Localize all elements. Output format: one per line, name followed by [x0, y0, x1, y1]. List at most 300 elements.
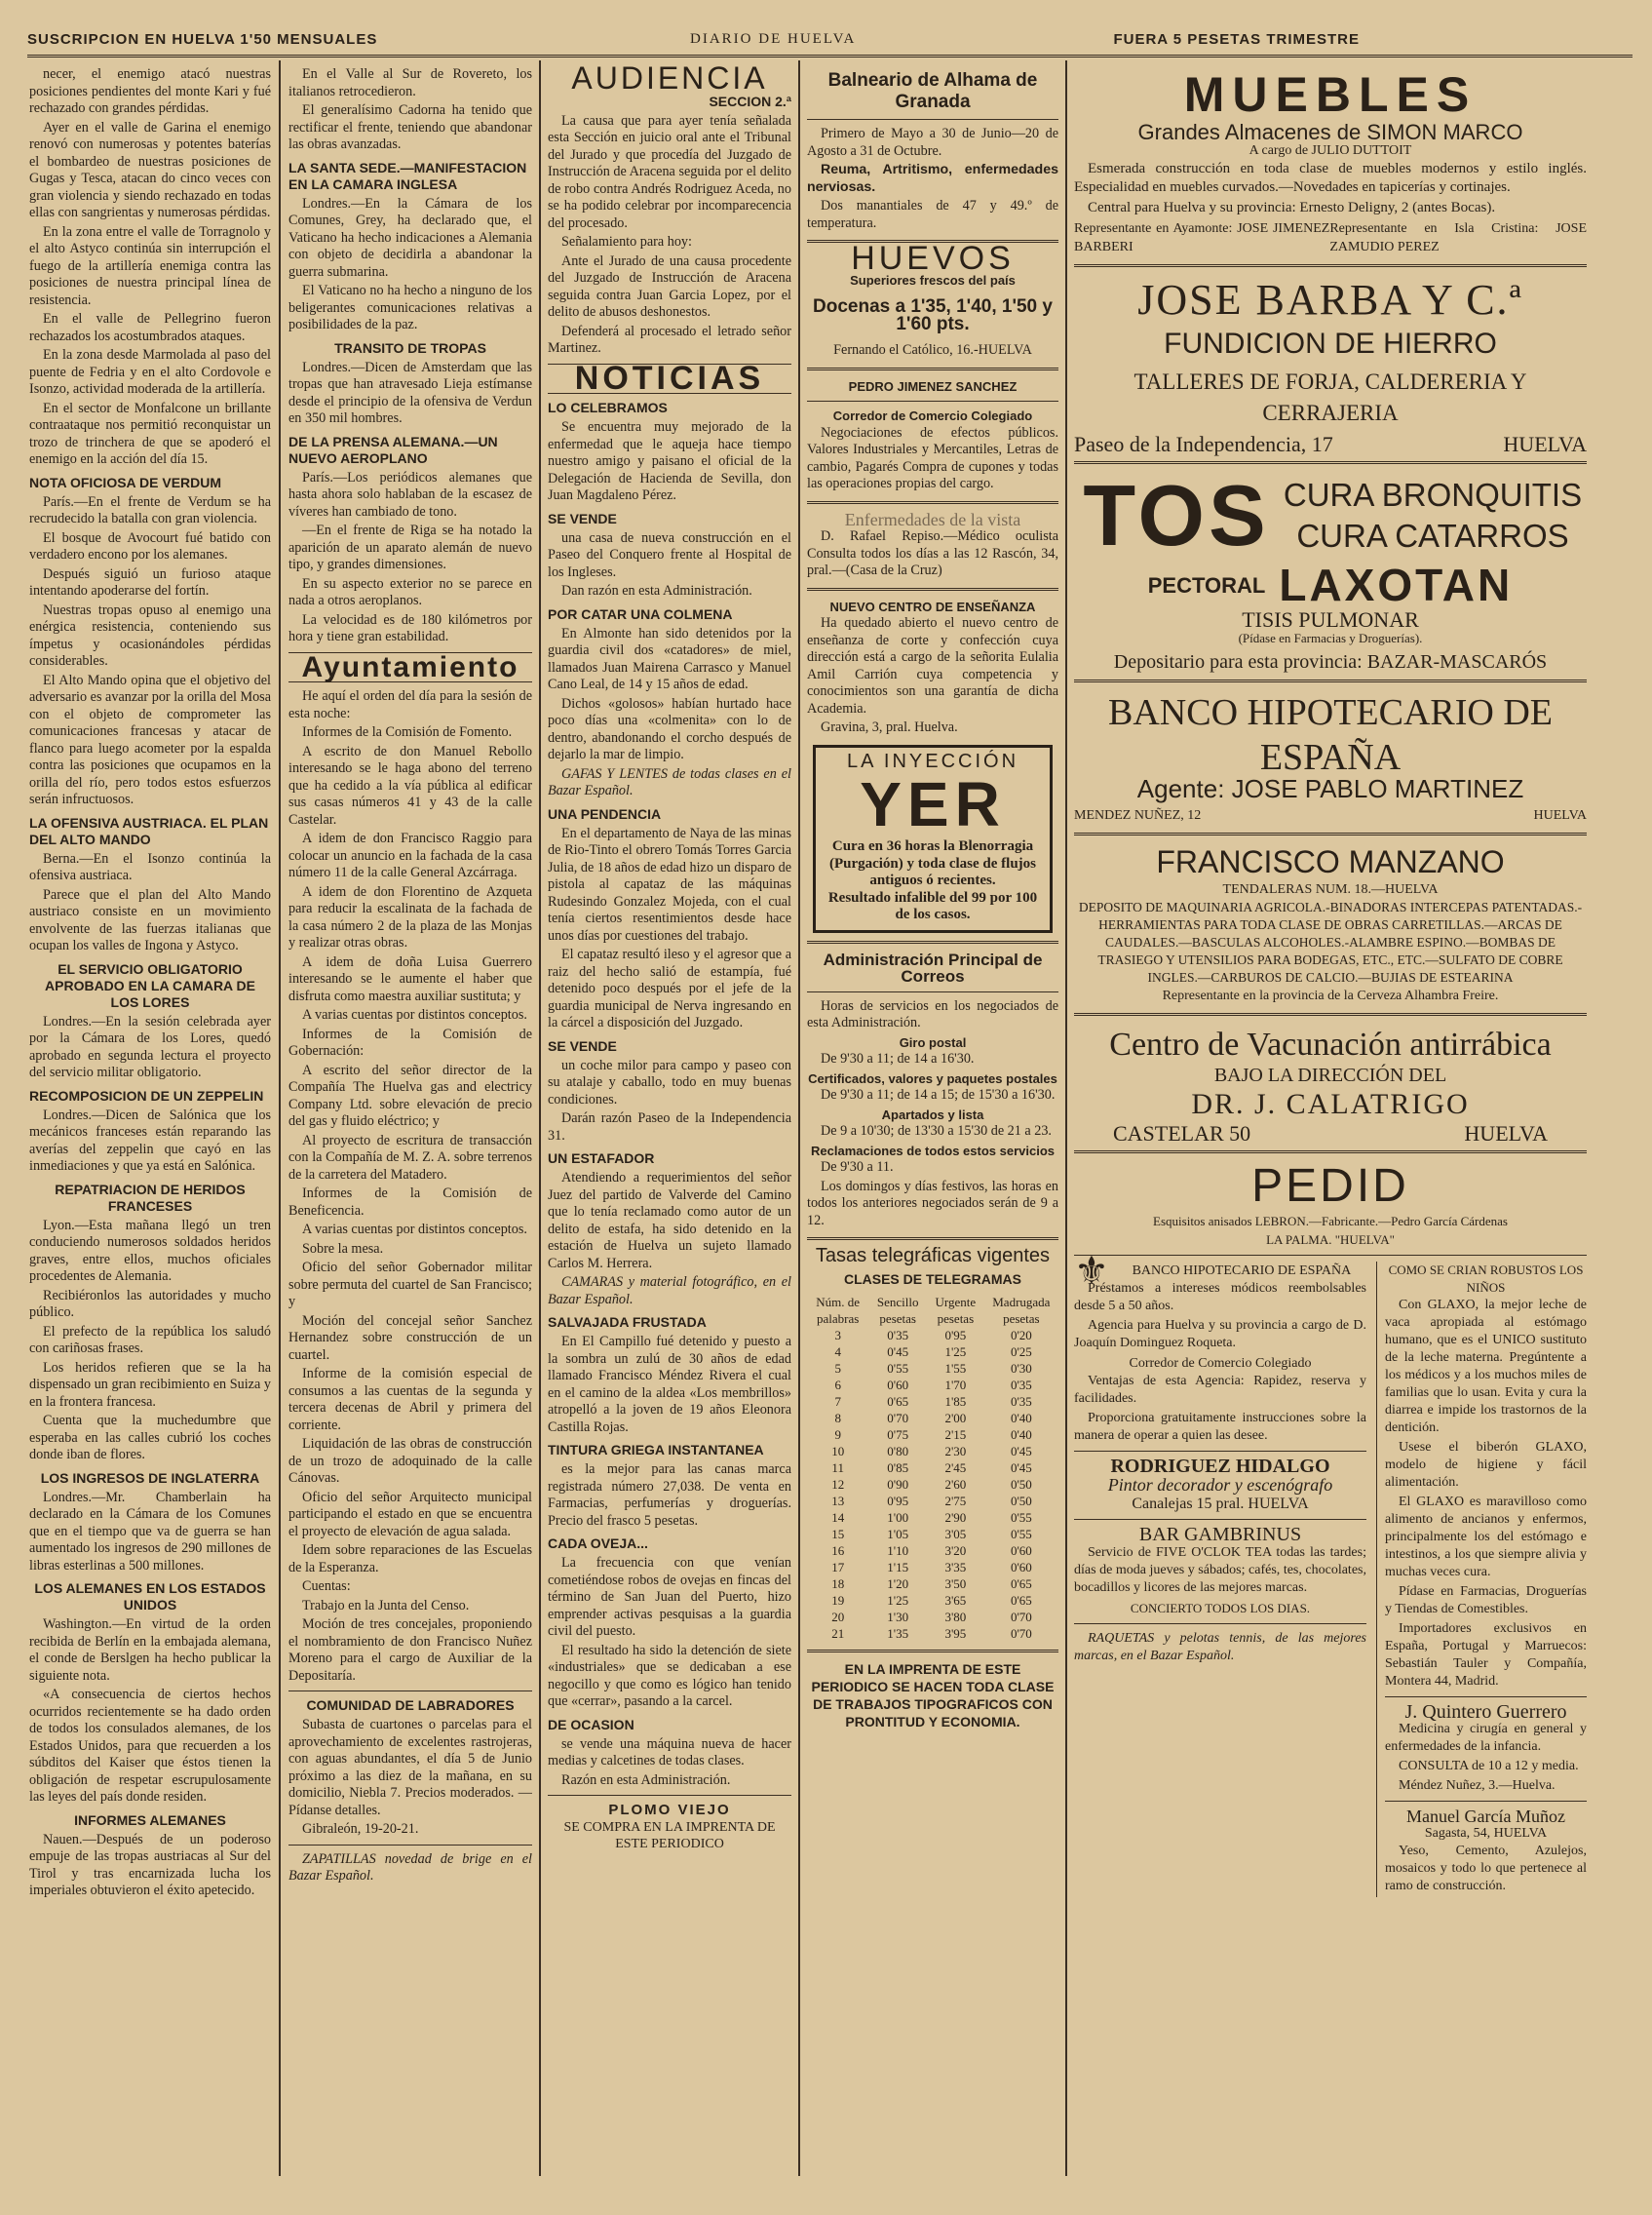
table-cell: 0'40 [1010, 1411, 1032, 1425]
paragraph: Negociaciones de efectos públicos. Valores Industriales y Mercantiles, Letras de cambio, Pagarés Compra de cupones y todas las operaciones propias del cargo. [807, 424, 1058, 491]
paragraph: Parece que el plan del Alto Mando austriaco consiste en un movimiento envolvente de las fuerzas italianas que ocupan los valles de Ingona y Astyco. [29, 886, 271, 953]
column-3 [548, 66, 791, 2172]
table-cell: 11 [831, 1460, 844, 1475]
ad-plomo-text: SE COMPRA EN LA IMPRENTA DE ESTE PERIODICO [563, 1819, 776, 1851]
subscription-huelva: SUSCRIPCION EN HUELVA 1'50 MENSUALES [27, 31, 378, 48]
table-cell: 1'35 [887, 1626, 909, 1641]
column-rule [798, 60, 800, 2176]
paragraph: La causa que para ayer tenía señalada esta Sección en juicio oral ante el Tribunal del Jurado y que procedía del Juzgado de Instrucción de Aracena seguida por el delito de robo contra Andrés Rodriguez Aceda, no se ha podido celebrar por incomparecencia del procesado. [548, 112, 791, 231]
paragraph: El prefecto de la república los saludó con cariñosas frases. [29, 1323, 271, 1356]
table-cell: 0'70 [1010, 1626, 1032, 1641]
table-cell: 0'95 [887, 1494, 909, 1508]
table-cell: 3'50 [944, 1576, 967, 1591]
ad-huevos-price: Docenas a 1'35, 1'40, 1'50 y 1'60 pts. [813, 296, 1053, 334]
table-cell: 1'00 [887, 1510, 909, 1525]
paragraph: Yeso, Cemento, Azulejos, mosaicos y todo lo que pertenece al ramo de construcción. [1385, 1844, 1587, 1893]
table-row [807, 1393, 1058, 1410]
ad-rodriguez-title: RODRIGUEZ HIDALGO [1110, 1456, 1330, 1477]
table-cell: 0'60 [1010, 1560, 1032, 1574]
table-cell: 3'95 [944, 1626, 967, 1641]
table-cell: 1'10 [887, 1543, 909, 1558]
ad-huevos-sub: Superiores frescos del país [850, 272, 1016, 288]
paragraph: En El Campillo fué detenido y puesto a la sombra un zulú de 30 años de edad llamado Francisco Méndez Rivera el cual en el camino de la aldea «Los membrillos» atropelló a la joven de 19 años Eleonora Castilla Rojas. [548, 1334, 791, 1435]
divider [1074, 461, 1587, 464]
paragraph: Londres.—Dicen de Salónica que los mecánicos franceses están reparando las averías del zeppelin que cayó en las inmediaciones y que ya está en Salónica. [29, 1107, 271, 1174]
ad-tos-cures [1279, 475, 1587, 557]
ad-tos-word: TOS [1083, 467, 1270, 563]
address-city: HUELVA [1464, 1121, 1548, 1146]
paragraph: He aquí el orden del día para la sesión de esta noche: [288, 688, 532, 721]
divider [1074, 1150, 1587, 1153]
table-cell: 0'75 [887, 1427, 909, 1442]
paragraph: A varias cuentas por distintos conceptos. [302, 1007, 527, 1023]
headline: LO CELEBRAMOS [548, 400, 668, 415]
ad-muebles-cargo: A cargo de JULIO DUTTOIT [1249, 143, 1412, 158]
paragraph: París.—En el frente de Verdum se ha recrudecido la batalla con gran violencia. [29, 493, 271, 526]
ad-banco-agente: Agente: JOSE PABLO MARTINEZ [1136, 774, 1524, 803]
divider [807, 501, 1058, 504]
table-cell: 0'50 [1010, 1477, 1032, 1492]
paragraph: se vende una máquina nueva de hacer medias y calcetines de todas clases. [548, 1735, 791, 1768]
ad-yer-pre: LA INYECCIÓN [846, 750, 1019, 772]
paragraph: CONSULTA de 10 a 12 y media. [1399, 1759, 1579, 1773]
table-cell: 0'70 [1010, 1610, 1032, 1624]
paragraph: Central para Huelva y su provincia: Ernesto Deligny, 2 (antes Bocas). [1088, 200, 1496, 215]
table-cell: 12 [831, 1477, 845, 1492]
paragraph: Defenderá al procesado el letrado señor Martinez. [548, 323, 791, 356]
tasas-title: Tasas telegráficas vigentes [815, 1245, 1051, 1266]
ad-nuevocentro-title: NUEVO CENTRO DE ENSEÑANZA [829, 599, 1036, 614]
headline: LA SANTA SEDE.—MANIFESTACION EN LA CAMARA INGLESA [288, 159, 527, 192]
paragraph: Ayer en el valle de Garina el enemigo renovó con numerosas y potentes baterías el bombardeo de nuestras posiciones de Gugas y Tesca, atacan do cinco veces con gran violencia y siendo rechazado en todas ellas con sangrientas y numerosas pérdidas. [29, 119, 271, 220]
headline: DE OCASION [548, 1716, 634, 1732]
headline: SALVAJADA FRUSTADA [548, 1314, 707, 1330]
ad-muebles-sub: Grandes Almacenes de SIMON MARCO [1137, 120, 1523, 144]
paragraph: Berna.—En el Isonzo continúa la ofensiva austriaca. [29, 850, 271, 883]
ad-laxotan-top [1074, 467, 1587, 563]
paragraph: El generalísimo Cadorna ha tenido que rectificar el frente, teniendo que abandonar las obras avanzadas. [288, 102, 532, 152]
ad-pjs-title: PEDRO JIMENEZ SANCHEZ [848, 378, 1018, 394]
table-row [807, 1526, 1058, 1542]
headline: EL SERVICIO OBLIGATORIO APROBADO EN LA CAMARA DE LOS LORES [45, 960, 255, 1010]
ad-gafas: GAFAS Y LENTES de todas clases en el Bazar Español. [548, 765, 791, 798]
ad-vacunacion-address [1074, 1121, 1587, 1146]
paragraph: Informes de la Comisión de Fomento. [302, 724, 513, 740]
paragraph: Importadores exclusivos en España, Portugal y Marruecos: Sebastián Tauler y Compañía, Montera 44, Madrid. [1385, 1621, 1587, 1689]
ad-banco-hip-2 [1074, 1249, 1366, 1293]
ad-pjs-sub: Corredor de Comercio Colegiado [832, 408, 1033, 423]
ad-vacunacion-title: Centro de Vacunación antirrábica [1109, 1027, 1552, 1063]
ad-banco-title: BANCO HIPOTECARIO DE ESPAÑA [1108, 692, 1553, 778]
paragraph: Esmerada construcción en toda clase de muebles modernos y estilo inglés. Especialidad en muebles curvados.—Novedades en tapicerías y cortinajes. [1074, 161, 1587, 195]
paragraph: Reuma, Artritismo, enfermedades nerviosas. [807, 162, 1058, 195]
section-title-ayuntamiento: Ayuntamiento [301, 650, 519, 683]
ad-pedid-place: LA PALMA. "HUELVA" [1266, 1232, 1395, 1247]
paragraph: Moción del concejal señor Sanchez Hernandez sobre construcción de un cuartel. [288, 1312, 532, 1363]
paragraph: Atendiendo a requerimientos del señor Juez del partido de Valverde del Camino que lo tenía reclamado como autor de un delito de estafa, ha sido detenido en la estación de Huelva un sujeto llamado Carlos M. Herrera. [548, 1170, 791, 1271]
ad-vacunacion-sub: BAJO LA DIRECCIÓN DEL [1213, 1065, 1447, 1086]
paragraph: Liquidación de las obras de construcción de un trozo de adoquinado de la calle Cánovas. [288, 1436, 532, 1486]
table-cell: 1'25 [944, 1344, 967, 1359]
ad-banco-2-title: BANCO HIPOTECARIO DE ESPAÑA [1132, 1263, 1352, 1278]
paragraph: A idem de don Florentino de Azqueta para reducir la escalinata de la fachada de la casa número 2 de la plaza de las Monjas y realizar otras obras. [288, 883, 532, 951]
tasas-sub: CLASES DE TELEGRAMAS [843, 1270, 1021, 1287]
ad-muebles-title: MUEBLES [1183, 67, 1478, 122]
table-cell: 6 [834, 1378, 841, 1392]
paragraph: Idem sobre reparaciones de las Escuelas de la Esperanza. [288, 1542, 532, 1575]
table-row [807, 1360, 1058, 1377]
column-rule [1065, 60, 1067, 2176]
paragraph: Londres.—Dicen de Amsterdam que las tropas que han atravesado Lieja estímanse desde el principio de la ofensiva de Verdun en 350 mil hombres. [288, 359, 532, 426]
cure-catarros: CURA CATARROS [1296, 518, 1569, 554]
table-cell: 1'30 [887, 1610, 909, 1624]
ad-manzano-rep: Representante en la provincia de la Cerveza Alhambra Freire. [1162, 989, 1499, 1003]
headline: COMUNIDAD DE LABRADORES [306, 1697, 515, 1713]
ad-banco-address [1074, 806, 1587, 825]
subscription-outside: FUERA 5 PESETAS TRIMESTRE [1113, 31, 1360, 48]
subheading: Apartados y lista [881, 1107, 984, 1122]
paragraph: Agencia para Huelva y su provincia a cargo de D. Joaquín Dominguez Roqueta. [1074, 1318, 1366, 1350]
table-cell: 5 [834, 1361, 841, 1376]
divider [1074, 1013, 1587, 1016]
headline: SECCION 2.ª [709, 93, 791, 109]
table-cell: 2'30 [944, 1444, 967, 1458]
ad-rodriguez-sub: Pintor decorador y escenógrafo [1107, 1475, 1333, 1495]
paragraph: Subasta de cuartones o parcelas para el aprovechamiento de excelentes rastrojeras, con aguas abundantes, el día 5 de Junio próximo a las diez de la mañana, en su domicilio, Niebla 7. Precios moderados. —Pídanse detalles. [288, 1717, 532, 1818]
headline: NOTA OFICIOSA DE VERDUM [29, 474, 222, 490]
headline: INFORMES ALEMANES [74, 1811, 226, 1828]
headline: TINTURA GRIEGA INSTANTANEA [548, 1442, 764, 1457]
paragraph: Servicio de FIVE O'CLOK TEA todas las tardes; días de moda jueves y sábados; cafés, tes, chocolates, bocadillos y licores de las mejores marcas. [1074, 1545, 1366, 1595]
table-cell: 0'35 [1010, 1378, 1032, 1392]
table-cell: 18 [831, 1576, 845, 1591]
divider [807, 991, 1058, 992]
divider [807, 119, 1058, 120]
ad-muebles-reps [1074, 219, 1587, 256]
divider [807, 368, 1058, 370]
table-cell: 0'65 [887, 1394, 909, 1409]
table-cell: 20 [831, 1610, 845, 1624]
table-cell: 0'90 [887, 1477, 909, 1492]
table-cell: 0'45 [1010, 1460, 1032, 1475]
divider [1074, 1255, 1587, 1256]
paragraph: Ante el Jurado de una causa procedente del Juzgado de Instrucción de Aracena seguida contra Juan Garcia Lopez, por el delito de abusos deshonestos. [548, 253, 791, 320]
table-cell: 3'05 [944, 1527, 967, 1541]
ad-laxotan: LAXOTAN [1279, 560, 1514, 610]
ad-gambrinus-concierto: CONCIERTO TODOS LOS DIAS. [1130, 1601, 1311, 1615]
paragraph: Préstamos a intereses módicos reembolsables desde 5 a 50 años. [1074, 1281, 1366, 1313]
divider [1074, 1519, 1366, 1520]
headline: SE VENDE [548, 510, 617, 526]
paragraph: A escrito del señor director de la Compañía The Huelva gas and electricy Company Ltd. sobre elevación de precio del gas y fluido eléctrico; y [288, 1062, 532, 1129]
paragraph: una casa de nueva construcción en el Paseo del Conquero frente al Hospital de los Ingleses. [548, 529, 791, 580]
table-cell: 2'90 [944, 1510, 967, 1525]
headline: LOS ALEMANES EN LOS ESTADOS UNIDOS [34, 1580, 266, 1613]
column-rule [279, 60, 281, 2176]
table-cell: 3 [834, 1328, 841, 1342]
table-cell: 9 [834, 1427, 841, 1442]
paragraph: Darán razón Paseo de la Independencia 31. [548, 1110, 791, 1144]
paragraph: Trabajo en la Junta del Censo. [302, 1597, 470, 1613]
table-cell: 0'40 [1010, 1427, 1032, 1442]
paragraph: A idem de don Francisco Raggio para colocar un anuncio en la fachada de la casa número 11 de la calle General Azcárraga. [288, 831, 532, 880]
table-cell: 19 [831, 1593, 845, 1608]
paragraph: Oficio del señor Gobernador militar sobre permuta del cuartel de San Francisco; y [288, 1260, 532, 1309]
correos-title: Administración Principal de Correos [823, 950, 1043, 986]
ad-yer [813, 745, 1053, 933]
paragraph: Sobre la mesa. [302, 1240, 384, 1257]
paragraph: Oficio del señor Arquitecto municipal participando el estado en que se encuentra el proyecto de elevación de agua salada. [288, 1489, 532, 1539]
table-row [807, 1559, 1058, 1575]
table-cell: 1'70 [944, 1378, 967, 1392]
subheading: Certificados, valores y paquetes postales [808, 1070, 1057, 1086]
table-cell: 0'45 [887, 1344, 909, 1359]
paragraph: un coche milor para campo y paseo con su atalaje y caballo, todo en muy buenas condiciones. [548, 1057, 791, 1108]
ad-huevos-title: HUEVOS [851, 240, 1015, 277]
divider [807, 941, 1058, 944]
paragraph: Ha quedado abierto el nuevo centro de enseñanza de corte y confección cuya dirección está a cargo de la señorita Eulalia Amil Carrión cuya competencia y conocimientos son una garantía de dicha Academia. [807, 615, 1058, 717]
address-city: HUELVA [1533, 808, 1587, 823]
table-row [807, 1542, 1058, 1559]
ad-huevos-addr: Fernando el Católico, 16.-HUELVA [833, 342, 1032, 358]
ad-depositario: Depositario para esta provincia: BAZAR-MASCARÓS [1113, 651, 1548, 673]
table-cell: 0'60 [1010, 1543, 1032, 1558]
table-cell: 2'00 [944, 1411, 967, 1425]
table-cell: 2'15 [944, 1427, 967, 1442]
table-cell: 2'45 [944, 1460, 967, 1475]
table-cell: 2'60 [944, 1477, 967, 1492]
address-city: HUELVA [1503, 432, 1587, 456]
paragraph: El Alto Mando opina que el objetivo del adversario es avanzar por la orilla del Mosa con el objeto de comprometer las comunicaciones francesas y atacar de flanco para luego acometer por la espalda contra las posiciones que ocupamos en la orilla del río, pero todos estos esfuerzos serán infructuosos. [29, 672, 271, 807]
paragraph: Informes de la Comisión de Beneficencia. [288, 1185, 532, 1219]
paragraph: El capataz resultó ileso y el agresor que a raiz del hecho salió de estampía, fué detenido poco después por el jefe de la guardia municipal de Nerva ingresando en la cárcel a disposición del Juzgado. [548, 947, 791, 1030]
section-title-noticias: NOTICIAS [574, 359, 765, 397]
headline: SE VENDE [548, 1037, 617, 1054]
ad-zapatillas: ZAPATILLAS novedad de brige en el Bazar Español. [288, 1850, 532, 1884]
table-row [807, 1426, 1058, 1443]
table-cell: 3'80 [944, 1610, 967, 1624]
table-cell: 0'35 [1010, 1394, 1032, 1409]
table-header-row [807, 1294, 1058, 1327]
paragraph: Usese el biberón GLAXO, modelo de higiene y fácil alimentación. [1385, 1440, 1587, 1490]
divider [807, 1650, 1058, 1652]
ad-manzano-list: DEPOSITO DE MAQUINARIA AGRICOLA.-BINADORAS INTERCEPAS PATENTADAS.-HERRAMIENTAS PARA TODA CLASE DE OBRAS CARRETILLAS.—ARCAS DE CAUDALES.—BASCULAS ALCOHOLES.-ALAMBRE ESPINO.—BOMBAS DE TRASIEGO Y UTENSILIOS PARA BODEGAS, ETC., ETC.—SULFATO DE COBRE INGLES.—CARBUROS DE CALCIO.—BUJIAS DE ESTEARINA [1078, 900, 1583, 985]
paragraph: Londres.—En la Cámara de los Comunes, Grey, ha declarado que, el Vaticano ha hecho indicaciones a Alemania con objeto de decidirla a abandonar la guerra submarina. [288, 195, 532, 280]
table-cell: 0'95 [944, 1328, 967, 1342]
table-row [807, 1410, 1058, 1426]
table-row [807, 1625, 1058, 1642]
paragraph: es la mejor para las canas marca registrada número 27,038. De venta en Farmacias, perfumerías y droguerías. Precio del frasco 5 pesetas. [548, 1461, 791, 1529]
column-rule [539, 60, 541, 2176]
table-row [807, 1493, 1058, 1509]
ads-bottom-grid [1074, 1249, 1587, 1897]
table-cell: 1'55 [944, 1361, 967, 1376]
subheading: Corredor de Comercio Colegiado [1129, 1356, 1312, 1371]
table-cell: 15 [831, 1527, 845, 1541]
table-cell: 1'15 [887, 1560, 909, 1574]
table-cell: 1'05 [887, 1527, 909, 1541]
headline: POR CATAR UNA COLMENA [548, 605, 733, 622]
divider [1074, 680, 1587, 682]
subheading: Giro postal [899, 1034, 967, 1050]
ad-pedid-title: PEDID [1251, 1160, 1409, 1212]
divider [1074, 1623, 1366, 1624]
ad-pedid-text: Esquisitos anisados LEBRON.—Fabricante.—Pedro García Cárdenas [1153, 1214, 1508, 1228]
table-cell: 21 [831, 1626, 845, 1641]
paragraph: El resultado ha sido la detención de siete «industriales» que se dedicaban a ese negocillo y que como es lógico han tenido que «cerrar», pasando a la carcel. [548, 1642, 791, 1709]
paragraph: Dos manantiales de 47 y 49.º de temperatura. [807, 198, 1058, 231]
paragraph: Gibraleón, 19-20-21. [302, 1821, 419, 1837]
table-row [807, 1509, 1058, 1526]
divider [1074, 1451, 1366, 1452]
paragraph: Cuenta que la muchedumbre que esperaba en las calles cubrió los coches donde iban de flores. [29, 1413, 271, 1462]
table-header: Núm. de palabras [816, 1295, 861, 1326]
paragraph: D. Rafael Repiso.—Médico oculista Consulta todos los días a las 12 Rascón, 34, pral.—(Casa de la Cruz) [807, 528, 1058, 578]
ad-yer-result: Resultado infalible del 99 por 100 de los casos. [827, 889, 1038, 922]
paragraph: La frecuencia con que venían cometiéndose robos de ovejas en fincas del término de San Juan del Puerto, hizo emprender activas pesquisas a la guardia civil del puesto. [548, 1555, 791, 1639]
paragraph: necer, el enemigo atacó nuestras posiciones pendientes del monte Kari y fué rechazado con grandes pérdidas. [29, 66, 271, 116]
divider [288, 1690, 532, 1691]
ads-bottom-right [1376, 1262, 1587, 1897]
paragraph: En el valle de Pellegrino fueron rechazados los acostumbrados ataques. [29, 311, 271, 344]
paragraph: De 9'30 a 11; de 14 a 15; de 15'30 a 16'30. [821, 1087, 1056, 1103]
divider [807, 588, 1058, 591]
paragraph: El GLAXO es maravilloso como alimento de ancianos y enfermos, principalmente los del estómago e intestinos, a los que siempre alivia y muchas veces cura. [1385, 1495, 1587, 1579]
table-cell: 0'20 [1010, 1328, 1032, 1342]
table-cell: 0'55 [887, 1361, 909, 1376]
headline: DE LA PRENSA ALEMANA.—UN NUEVO AEROPLANO [288, 433, 498, 466]
paragraph: Proporciona gratuitamente instrucciones sobre la manera de operar a quien las desee. [1074, 1411, 1366, 1443]
coat-of-arms-icon: ⚜ [1074, 1249, 1109, 1293]
headline: LOS INGRESOS DE INGLATERRA [40, 1469, 260, 1486]
table-cell: 3'20 [944, 1543, 967, 1558]
table-cell: 0'55 [1010, 1510, 1032, 1525]
table-row [807, 1327, 1058, 1343]
table-cell: 0'60 [887, 1378, 909, 1392]
ad-camaras: CAMARAS y material fotográfico, en el Bazar Español. [548, 1274, 791, 1307]
divider [807, 1237, 1058, 1240]
paragraph: Washington.—En virtud de la orden recibida de Berlín en la embajada alemana, el conde de Berslgen ha hecho publicar la siguiente nota. [29, 1616, 271, 1684]
ad-pidase: (Pídase en Farmacias y Droguerías). [1238, 631, 1423, 645]
ad-vista-title: Enfermedades de la vista [844, 509, 1021, 529]
divider [288, 1845, 532, 1846]
table-cell: 8 [834, 1411, 841, 1425]
ad-garcia-title: Manuel García Muñoz [1406, 1807, 1565, 1826]
ads-bottom-left [1074, 1249, 1366, 1897]
ad-barba-address [1074, 432, 1587, 456]
address-street: MENDEZ NUÑEZ, 12 [1074, 808, 1202, 823]
paragraph: En el departamento de Naya de las minas de Rio-Tinto el obrero Tomás Torres Garcia Julia, de 18 años de edad hizo un disparo de pistola al capataz de las máquinas Rudesindo Gonzalez Mojeda, con el cual tenía ciertos resentimientos desde hace unos días por cuestiones del trabajo. [548, 825, 791, 944]
paragraph: Nauen.—Después de un poderoso empuje de las tropas austriacas al Sur del Tirol y tras encarnizada lucha los imperiales obtuvieron el éxito apetecido. [29, 1831, 271, 1898]
table-cell: 1'20 [887, 1576, 909, 1591]
paragraph: En el sector de Monfalcone un brillante contraataque nos permitió reconquistar un trozo de trinchera de que se apoderó el enemigo en la acción del día 15. [29, 400, 271, 467]
table-header: Madrugada pesetas [992, 1295, 1051, 1326]
divider [1385, 1696, 1587, 1697]
paragraph: Moción de tres concejales, proponiendo el nombramiento de don Francisco Nuñez Moreno para el cargo de Auxiliar de la Depositaría. [288, 1616, 532, 1684]
column-5-ads [1074, 66, 1587, 2172]
headline: UNA PENDENCIA [548, 805, 662, 822]
table-cell: 17 [831, 1560, 845, 1574]
paragraph: En Almonte han sido detenidos por la guardia civil dos «catadores» de miel, llamados Juan Mairena Carrasco y Manuel Cano Leal, de 14 y 15 años de edad. [548, 625, 791, 692]
ad-rodriguez-addr: Canalejas 15 pral. HUELVA [1132, 1496, 1309, 1512]
ad-imprenta: EN LA IMPRENTA DE ESTE PERIODICO SE HACEN TODA CLASE DE TRABAJOS TIPOGRAFICOS CON PRONTITUD Y ECONOMIA. [811, 1661, 1055, 1729]
ad-barba-title: JOSE BARBA Y C.ª [1137, 276, 1523, 324]
ad-manzano-title: FRANCISCO MANZANO [1156, 844, 1505, 879]
paragraph: Los domingos y días festivos, las horas en todos los anteriores negociados serán de 9 a 12. [807, 1178, 1058, 1228]
table-cell: 7 [834, 1394, 841, 1409]
table-cell: 3'65 [944, 1593, 967, 1608]
table-row [807, 1592, 1058, 1609]
paragraph: Medicina y cirugía en general y enfermedades de la infancia. [1385, 1722, 1587, 1754]
paragraph: Ventajas de esta Agencia: Rapidez, reserva y facilidades. [1074, 1374, 1366, 1406]
paragraph: Señalamiento para hoy: [561, 234, 692, 250]
ad-tisis: TISIS PULMONAR [1242, 607, 1419, 632]
paragraph: La velocidad es de 180 kilómetros por hora y tiene gran estabilidad. [288, 611, 532, 644]
paragraph: Horas de servicios en los negociados de esta Administración. [807, 997, 1058, 1030]
table-cell: 13 [831, 1494, 845, 1508]
paragraph: De 9'30 a 11. [821, 1159, 894, 1175]
paragraph: En la zona entre el valle de Torragnolo y el alto Astyco continúa sin interrupción el fuego de la artillería enemiga contra las posiciones de nuestra principal línea de resistencia. [29, 223, 271, 308]
paragraph: Cuentas: [302, 1578, 351, 1594]
headline: CADA OVEJA... [548, 1535, 648, 1551]
table-cell: 0'70 [887, 1411, 909, 1425]
paragraph: Razón en esta Administración. [561, 1771, 731, 1788]
paragraph: En el Valle al Sur de Rovereto, los italianos retrocedieron. [288, 66, 532, 99]
headline: TRANSITO DE TROPAS [334, 339, 486, 356]
table-cell: 0'85 [887, 1460, 909, 1475]
table-cell: 0'45 [1010, 1444, 1032, 1458]
section-title-audiencia: AUDIENCIA [571, 66, 768, 96]
rep-ayamonte: Representante en Ayamonte: JOSE JIMENEZ BARBERI [1074, 221, 1330, 254]
paragraph: Al proyecto de escritura de transacción con la Compañía de M. Z. A. sobre terrenos de la carretera del Matadero. [288, 1132, 532, 1183]
divider [807, 401, 1058, 402]
divider [548, 1795, 791, 1796]
paragraph: Londres.—En la sesión celebrada ayer por la Cámara de los Lores, quedó aprobado en segunda lectura el proyecto del servicio militar obligatorio. [29, 1013, 271, 1080]
headline: RECOMPOSICION DE UN ZEPPELIN [29, 1087, 264, 1104]
paragraph: Gravina, 3, pral. Huelva. [821, 719, 958, 735]
divider [1074, 833, 1587, 835]
table-cell: 0'55 [1010, 1527, 1032, 1541]
telegram-rates-table [807, 1294, 1058, 1642]
paragraph: A idem de doña Luisa Guerrero interesando se le aumente el haber que disfruta como maestra auxiliar sustituta; y [288, 953, 532, 1004]
ad-yer-brand: YER [860, 769, 1006, 839]
paragraph: Informe de la comisión especial de consumos a las cuentas de la segunda y tercera decenas de Abril y primera del corriente. [288, 1366, 532, 1433]
paragraph: Se encuentra muy mejorado de la enfermedad que le aqueja hace tiempo nuestro amigo y paisano el oficial de la Delegación de Hacienda de Sevilla, don Juan Magdaleno Pérez. [548, 419, 791, 503]
paragraph: Dichos «golosos» habían hurtado hace poco días una «colmenita» con lo de dentro, abandonando el corcho después de dejarlo la mar de limpio. [548, 695, 791, 762]
ad-pectoral: PECTORAL [1147, 572, 1266, 598]
column-2 [288, 66, 532, 2172]
headline: REPATRIACION DE HERIDOS FRANCESES [55, 1181, 246, 1214]
ad-barba-talleres: TALLERES DE FORJA, CALDERERIA Y CERRAJERIA [1133, 369, 1527, 425]
ad-manzano-addr: TENDALERAS NUM. 18.—HUELVA [1222, 882, 1439, 897]
column-1 [29, 66, 271, 2172]
table-row [807, 1343, 1058, 1360]
table-cell: 10 [831, 1444, 845, 1458]
paragraph: Recibiéronlos las autoridades y mucho público. [29, 1287, 271, 1320]
column-4 [807, 66, 1058, 2172]
ad-glaxo-title: COMO SE CRIAN ROBUSTOS LOS NIÑOS [1388, 1263, 1584, 1295]
ad-gambrinus-title: BAR GAMBRINUS [1138, 1524, 1302, 1545]
table-row [807, 1575, 1058, 1592]
table-cell: 16 [831, 1543, 845, 1558]
ad-garcia-addr: Sagasta, 54, HUELVA [1424, 1826, 1548, 1841]
table-cell: 0'65 [1010, 1593, 1032, 1608]
subheading: Reclamaciones de todos estos servicios [811, 1143, 1055, 1158]
table-cell: 3'35 [944, 1560, 967, 1574]
paragraph: Nuestras tropas opuso al enemigo una enérgica resistencia, conteniendo sus ímpetus y ocasionándoles pérdidas considerables. [29, 602, 271, 669]
headline: UN ESTAFADOR [548, 1150, 655, 1166]
divider [1074, 264, 1587, 267]
